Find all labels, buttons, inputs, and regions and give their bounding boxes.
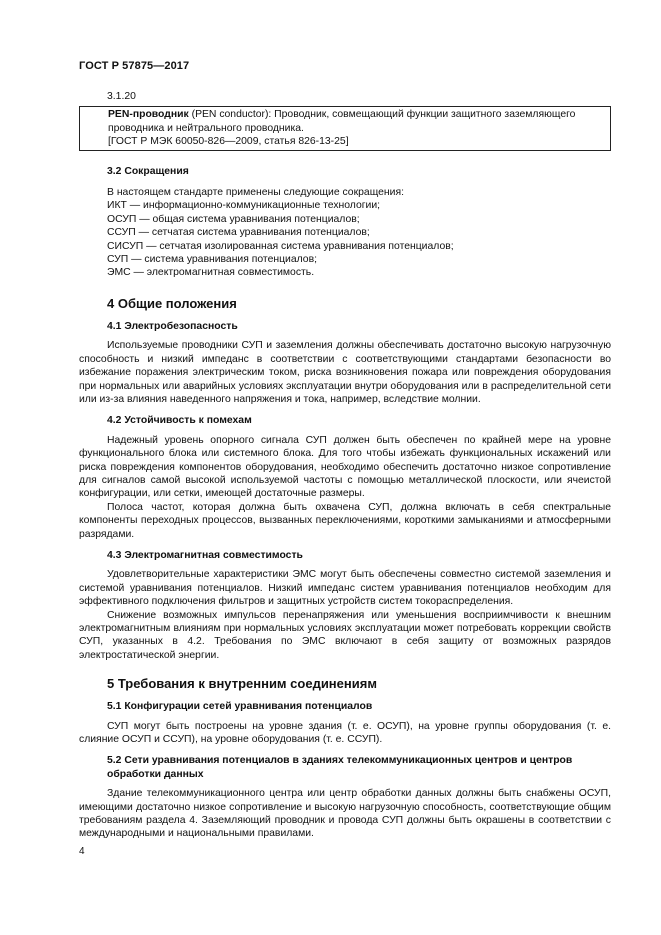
page-number: 4 — [79, 846, 85, 857]
abbreviation-list — [79, 186, 611, 280]
section-heading-4-2: 4.2 Устойчивость к помехам — [107, 415, 252, 427]
term-definition-box — [79, 106, 611, 150]
term-number: 3.1.20 — [107, 91, 136, 102]
paragraph: Удовлетворительные характеристики ЭМС могут быть обеспечены совместно системой заземления и системой уравнивания потенциалов. Низкий импеданс систем уравнивания потенциалов необходим для эффективного подключения фильтров и защитных устройств систем токораспределения. — [79, 569, 611, 608]
list-item: СИСУП — сетчатая изолированная система уравнивания потенциалов; — [107, 240, 454, 252]
list-item: ИКТ — информационно-коммуникационные технологии; — [107, 200, 381, 212]
section-heading-4: 4 Общие положения — [107, 295, 237, 311]
section-heading-5-1: 5.1 Конфигурации сетей уравнивания потенциалов — [107, 701, 373, 713]
paragraph: СУП могут быть построены на уровне здания (т. е. ОСУП), на уровне группы оборудования (т. е. слияние ОСУП и ССУП), на уровне оборудования (т. е. ССУП). — [79, 720, 611, 746]
term-reference: [ГОСТ Р МЭК 60050-826—2009, статья 826-13-25] — [108, 136, 349, 148]
section-heading-3-2: 3.2 Сокращения — [107, 165, 189, 177]
paragraph: Здание телекоммуникационного центра или центр обработки данных должны быть снабжены ОСУП, имеющими достаточно низкое сопротивление и высокую нагрузочную способность, соответствующие общим требованиям раздела 4. Заземляющий проводник и провода СУП должны быть окрашены в соответствии с международными и национальными правилами. — [79, 788, 611, 840]
section-heading-4-3: 4.3 Электромагнитная совместимость — [107, 549, 303, 561]
paragraph: Снижение возможных импульсов перенапряжения или уменьшения восприимчивости к внешним электромагнитным влияниям при нормальных условиях эксплуатации может потребовать коррекции свойств СУП, указанных в 4.2. Требования по ЭМС включают в себя защиту от возможных разрядов электростатической энергии. — [79, 609, 611, 661]
list-item: ОСУП — общая система уравнивания потенциалов; — [107, 213, 360, 225]
paragraph: Надежный уровень опорного сигнала СУП должен быть обеспечен по крайней мере на уровне функционального блока или системного блока. Для того чтобы избежать функциональных искажений или риска повреждения компонентов оборудования, необходимо обеспечить достаточно низкое сопротивление для сигналов самой высокой используемой частоты с помощью металлической плоскости, или ячеистой конфигурации, или сетки, имеющей достаточные размеры. — [79, 434, 611, 500]
paragraph: Полоса частот, которая должна быть охвачена СУП, должна включать в себя спектральные компоненты переходных процессов, вызванных переключениями, короткими замыканиями и атмосферными разрядами. — [79, 501, 611, 540]
list-item: ССУП — сетчатая система уравнивания потенциалов; — [107, 227, 370, 239]
section-heading-4-1: 4.1 Электробезопасность — [107, 320, 238, 332]
section-heading-5: 5 Требования к внутренним соединениям — [107, 676, 377, 692]
abbreviation-intro: В настоящем стандарте применены следующие сокращения: — [107, 187, 404, 199]
term-name: PEN-проводник — [108, 109, 189, 121]
list-item: СУП — система уравнивания потенциалов; — [107, 254, 317, 266]
document-body — [79, 90, 611, 841]
document-header: ГОСТ Р 57875—2017 — [79, 60, 190, 72]
term-definition: (PEN conductor): Проводник, совмещающий функции защитного заземляющего проводника и нейтрального проводника. — [108, 109, 576, 134]
list-item: ЭМС — электромагнитная совместимость. — [107, 267, 315, 279]
section-heading-5-2: 5.2 Сети уравнивания потенциалов в зданиях телекоммуникационных центров и центров обработки данных — [107, 755, 573, 780]
paragraph: Используемые проводники СУП и заземления должны обеспечивать достаточно высокую нагрузочную способность и низкий импеданс в соответствии с соответствующими стандартами безопасности во избежание поражения электрическим током, риска возникновения пожара или повреждения оборудования при нормальных или аварийных условиях эксплуатации внутри оборудования или в распределительной сети или из-за влияния наведенного напряжения и тока, например, вследствие молнии. — [79, 340, 611, 405]
